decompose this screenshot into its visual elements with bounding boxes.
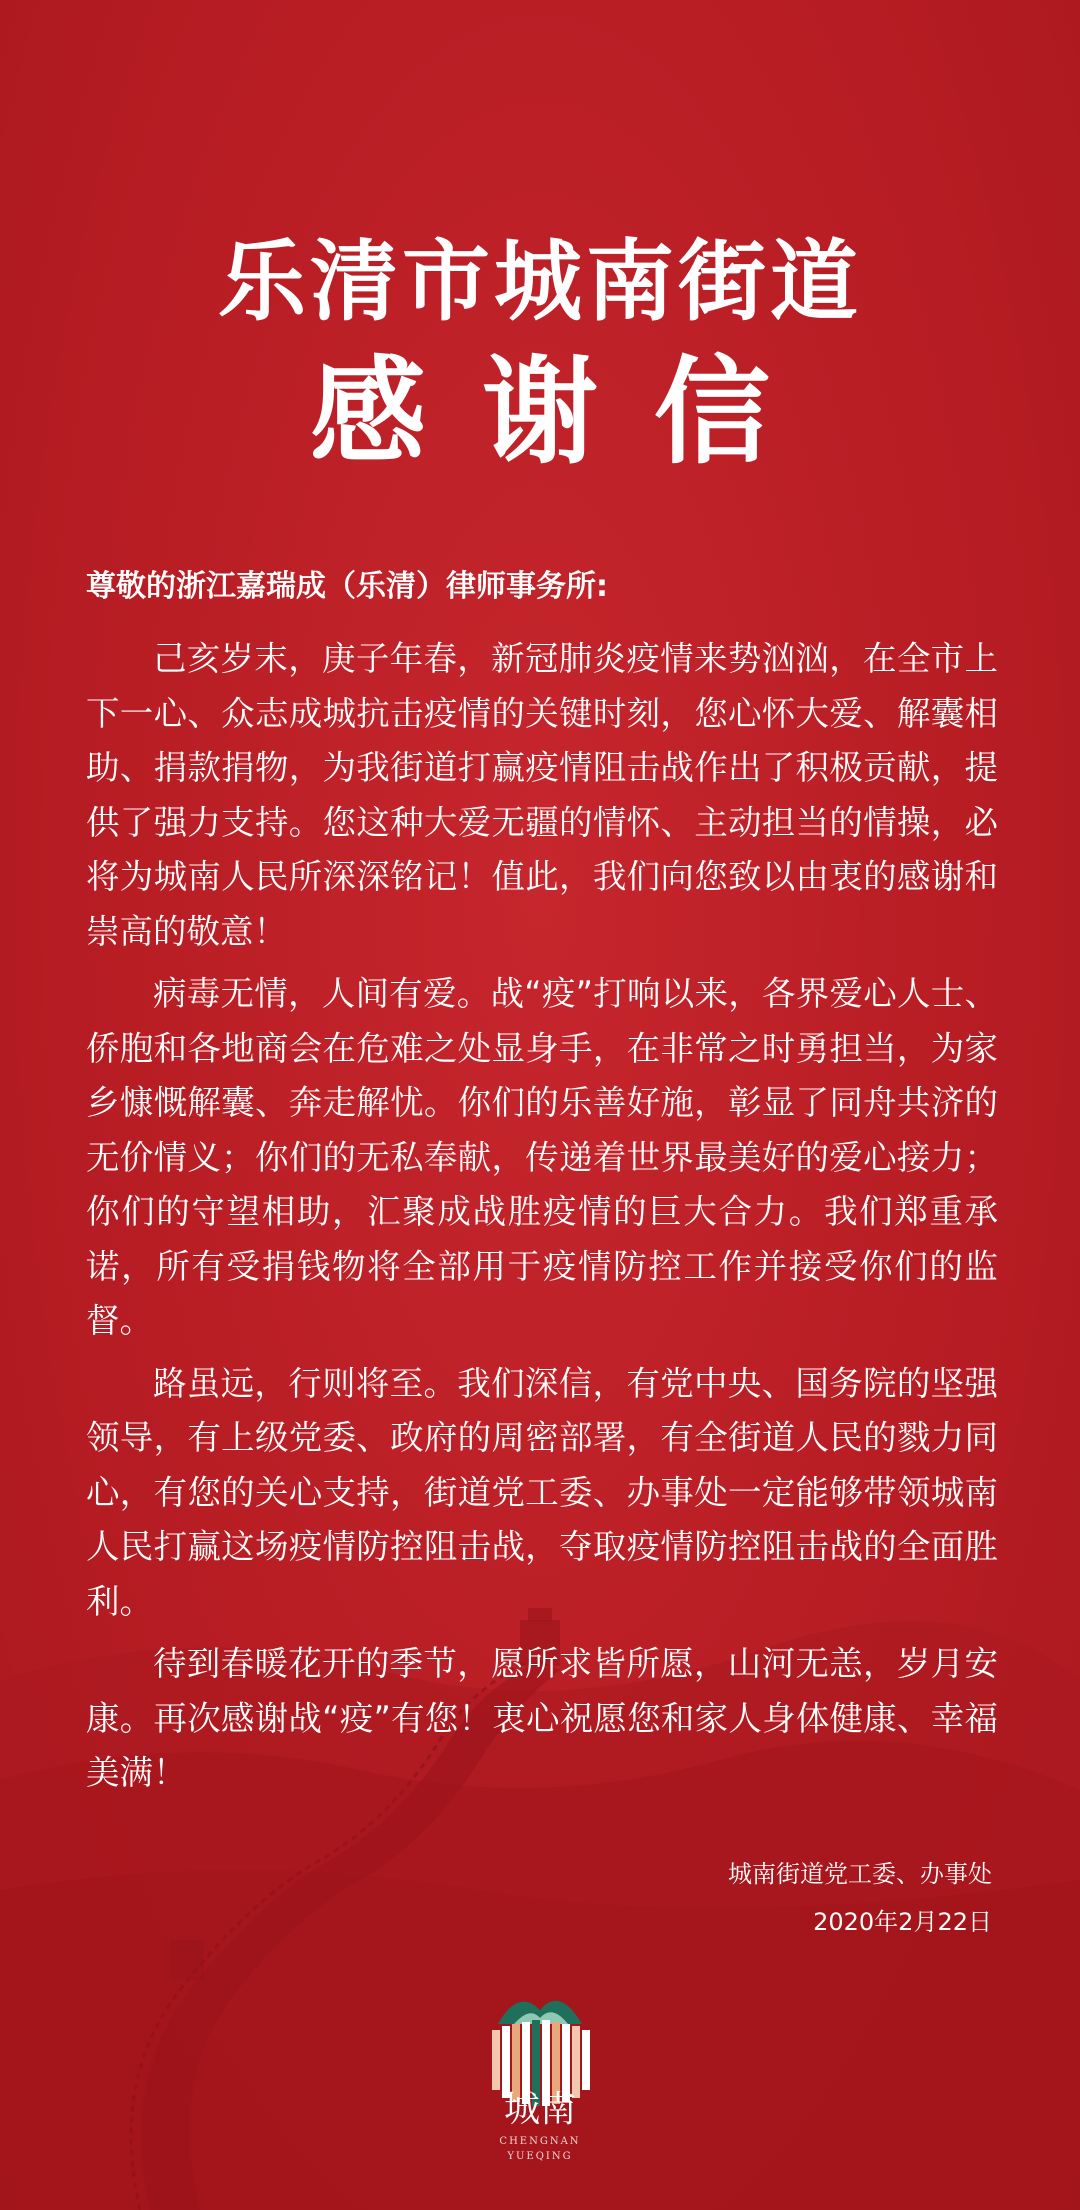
title-line-2: 感谢信 [310,345,826,480]
paragraph-2: 病毒无情，人间有爱。战“疫”打响以来，各界爱心人士、侨胞和各地商会在危难之处显身手，在非常之时勇担当，为家乡慷慨解囊、奔走解忧。你们的乐善好施，彰显了同舟共济的无价情义；你们的无私奉献，传递着世界最美好的爱心接力；你们的守望相助，汇聚成战胜疫情的巨大合力。我们郑重承诺，所有受捐钱物将全部用于疫情防控工作并接受你们的监督。 [86,974,998,1340]
salutation: 尊敬的浙江嘉瑞成（乐清）律师事务所: [86,569,608,604]
logo-subtitle-1: CHENGNAN [499,2136,581,2147]
signature-date: 2020年2月22日 [813,1908,992,1936]
signature-org: 城南街道党工委、办事处 [728,1860,992,1888]
paragraph-1: 己亥岁末，庚子年春，新冠肺炎疫情来势汹汹，在全市上下一心、众志成城抗击疫情的关键时刻，您心怀大爱、解囊相助、捐款捐物，为我街道打赢疫情阻击战作出了积极贡献，提供了强力支持。您这种大爱无疆的情怀、主动担当的情操，必将为城南人民所深深铭记！值此，我们向您致以由衷的感谢和崇高的敬意！ [86,639,998,951]
logo-subtitle-2: YUEQING [507,2151,573,2162]
letter-body [86,632,998,1809]
signature [728,1850,992,1946]
paragraph-3: 路虽远，行则将至。我们深信，有党中央、国务院的坚强领导，有上级党委、政府的周密部署，有全街道人民的戮力同心，有您的关心支持，街道党工委、办事处一定能够带领城南人民打赢这场疫情防控阻击战，夺取疫情防控阻击战的全面胜利。 [86,1363,998,1621]
logo-name: 城南 [503,2089,576,2130]
title-line-1: 乐清市城南街道 [217,230,862,333]
paragraph-4: 待到春暖花开的季节，愿所求皆所愿，山河无恙，岁月安康。再次感谢战“疫”有您！衷心祝愿您和家人身体健康、幸福美满！ [86,1644,998,1792]
